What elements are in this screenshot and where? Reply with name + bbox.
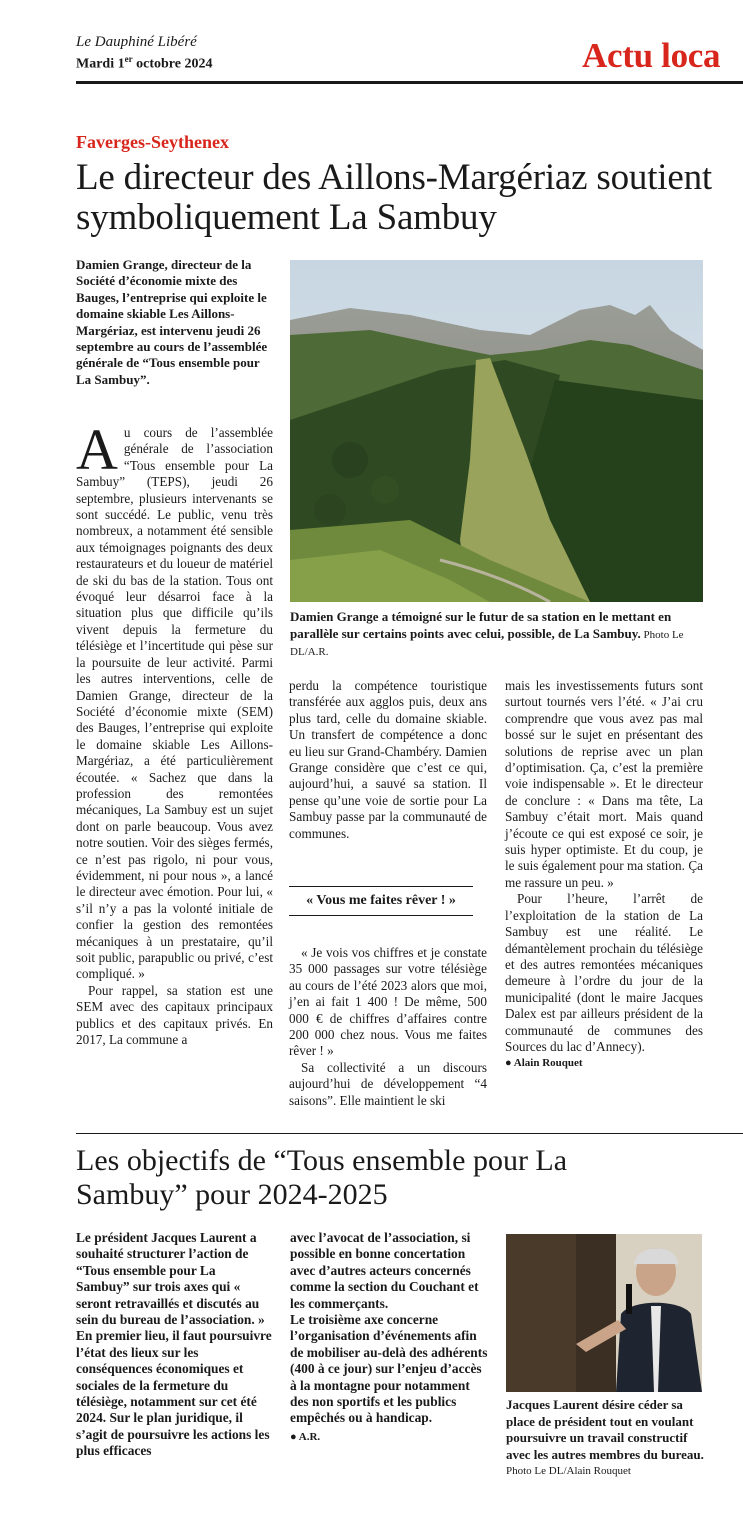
column-2-paragraph-2: « Je vois vos chiffres et je constate 35 000 passages sur votre télésiège au cours de l’été 2023 alors que moi, j’en ai fait 1 400 ! De même, 500 000 € de chiffres d’affaires contre 200 000 chez nous. Vous me faites rêver ! »: [289, 945, 487, 1059]
article-headline: Le directeur des Aillons-Margériaz soutient symboliquement La Sambuy: [76, 157, 712, 238]
photo-caption: [290, 609, 703, 661]
photo-2-credit: Photo Le DL/Alain Rouquet: [506, 1465, 631, 1477]
drop-cap: A: [76, 417, 118, 482]
caption-2-text: Jacques Laurent désire céder sa place de président tout en voulant poursuivre un travail constructif avec les autres membres du bureau.: [506, 1397, 704, 1462]
column-3-paragraph-2: Pour l’heure, l’arrêt de l’exploitation de la station de La Sambuy est une réalité. Le démantèlement prochain du télésiège et des autres remontées mécaniques demeure à l’ordre du jour de la municipalité (dont le maire Jacques Dalex est par ailleurs président de la communauté de communes des Sources du lac d’Annecy).: [505, 891, 703, 1054]
author-signature: ● Alain Rouquet: [505, 1057, 583, 1070]
article-kicker: Faverges-Seythenex: [76, 132, 229, 152]
photo-credit: Photo Le DL/A.R.: [290, 628, 684, 658]
article-separator: [76, 1133, 743, 1134]
header-rule: [76, 81, 743, 84]
article-lead: Damien Grange, directeur de la Société d’économie mixte des Bauges, l’entreprise qui exploite le domaine skiable Les Aillons-Margériaz, est intervenu jeudi 26 septembre au cours de l’assemblée générale de “Tous ensemble pour La Sambuy”.: [76, 257, 268, 387]
article-column-2-cont: [289, 945, 487, 1109]
date-ordinal: er: [124, 54, 133, 64]
section-title: Actu loca: [582, 36, 721, 75]
article-2-column-2: [290, 1230, 488, 1445]
article-2-paragraph-1: avec l’avocat de l’association, si possible en bonne concertation avec d’autres acteurs concernés comme la section du Couchant et les commerçants.: [290, 1230, 479, 1311]
column-2-paragraph-3: Sa collectivité a un discours aujourd’hui de développement “4 saisons”. Elle maintient le ski: [289, 1059, 487, 1108]
article-column-2: [289, 678, 487, 842]
article-column-1: [76, 417, 273, 1048]
column-2-paragraph-1: perdu la compétence touristique transférée aux agglos puis, deux ans plus tard, celle du domaine skiable. Un transfert de compétence a donc eu lieu sur Grand-Chambéry. Damien Grange considère que c’est ce qui, aujourd’hui, a sauvé sa station. Il pense qu’une voie de sortie pour La Sambuy passe par la communauté de communes.: [289, 678, 487, 841]
column-1-paragraph-1: u cours de l’assemblée générale de l’association “Tous ensemble pour La Sambuy” (TEPS), jeudi 26 septembre, plusieurs intervenants se sont succédé. Le public, venu très nombreux, a notamment été sensible aux témoignages poignants des deux restaurateurs et du loueur de matériel de ski du bas de la station. Tous ont évoqué leur désarroi face à la situation plus que difficile qu’ils vivent depuis la fermeture du télésiège et l’incertitude qui pèse sur la poursuite de leur activité. Parmi les autres interventions, celle de Damien Grange, directeur de la Société d’économie mixte (SEM) des Bauges, l’entreprise qui exploite le domaine skiable Les Aillons-Margériaz, a été particulièrement écoutée. « Sachez que dans la profession des remontées mécaniques, La Sambuy est un sujet dont on parle beaucoup. Vous avez notre soutien. Voir des sièges fermés, ce n’est pas rigolo, ni pour vous, évidemment, ni pour nous », a lancé le directeur avec émotion. Pour lui, « s’il n’y a pas la volonté initiale de confier la gestion des remontées mécaniques à un prestataire, qu’il soit public, parapublic ou privé, c’est compliqué. »: [76, 425, 273, 982]
speaker-photo: [506, 1234, 702, 1392]
newspaper-name: Le Dauphiné Libéré: [76, 34, 197, 50]
article-2-column-1: Le président Jacques Laurent a souhaité structurer l’action de “Tous ensemble pour La Sambuy” sur trois axes qui « seront retravaillés et discutés au sein du bureau de l’association. » En premier lieu, il faut poursuivre l’état des lieux sur les conséquences économiques et sociales de la fermeture du télésiège, notamment sur cet été 2024. Sur le plan juridique, il s’agit de poursuivre les actions les plus efficaces: [76, 1230, 272, 1459]
ski-slope-photo: [290, 260, 703, 602]
inter-heading: « Vous me faites rêver ! »: [289, 886, 473, 916]
caption-text: Damien Grange a témoigné sur le futur de sa station en le mettant en parallèle sur certains points avec celui, possible, de La Sambuy.: [290, 609, 672, 641]
date-prefix: Mardi 1: [76, 56, 125, 72]
article-2-signature: ● A.R.: [290, 1430, 321, 1443]
article-2-headline: Les objectifs de “Tous ensemble pour La Sambuy” pour 2024-2025: [76, 1144, 568, 1211]
article-2-caption: [506, 1397, 706, 1480]
article-column-3: [505, 678, 703, 1072]
column-1-paragraph-2: Pour rappel, sa station est une SEM avec des capitaux principaux publics et des capitaux privés. En 2017, La commune a: [76, 982, 273, 1048]
column-3-paragraph-1: mais les investissements futurs sont surtout tournés vers l’été. « J’ai cru comprendre que vous avez pas mal bossé sur le sujet en présentant des solutions de reprise avec un plan d’optimisation. Ça, c’est la première voie indispensable ». Et le directeur de conclure : « Dans ma tête, La Sambuy c’était mort. Mais quand j’écoute ce qui est exposé ce soir, je suis hyper optimiste. Et du coup, je le suis également pour ma station. Ça me rassure un peu. »: [505, 678, 703, 890]
issue-date: [76, 54, 212, 73]
article-2-paragraph-2: Le troisième axe concerne l’organisation d’événements afin de mobiliser au-delà des adhérents (400 à ce jour) sur l’enjeu d’accès à la montagne pour notamment des non sportifs et les publics empêchés ou à handicap.: [290, 1312, 488, 1426]
date-suffix: octobre 2024: [132, 56, 213, 72]
